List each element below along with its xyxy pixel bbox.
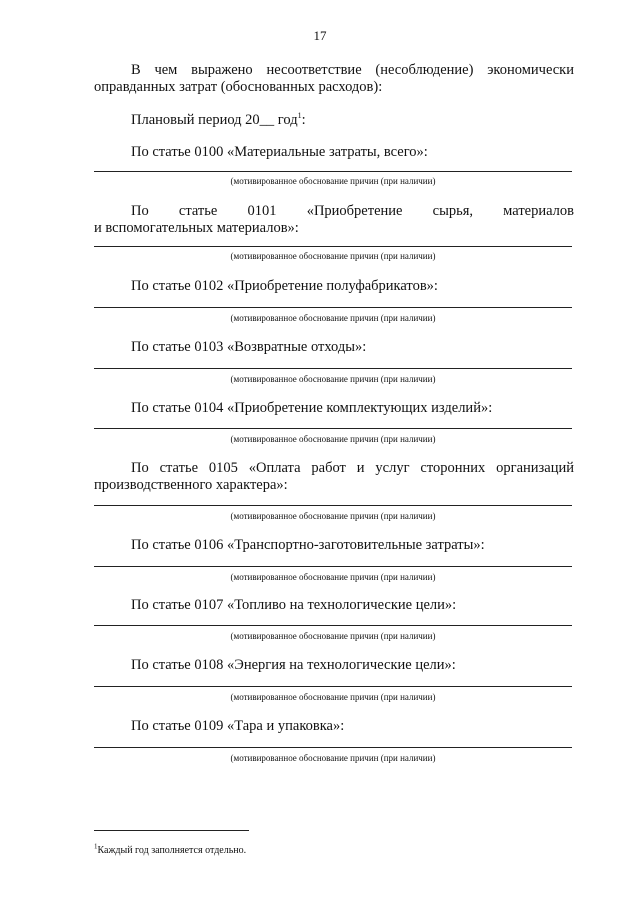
article-0105-heading-line-1: По статье 0105 «Оплата работ и услуг сторонних организаций xyxy=(131,460,574,476)
article-0107-blank-line xyxy=(94,625,572,626)
article-0109-blank-line xyxy=(94,747,572,748)
article-0106-blank-line xyxy=(94,566,572,567)
article-0108-heading: По статье 0108 «Энергия на технологические цели»: xyxy=(131,657,456,673)
article-0101-heading-line-2: и вспомогательных материалов»: xyxy=(94,220,299,236)
planned-period-text: Плановый период 20__ год xyxy=(131,112,298,128)
footnote xyxy=(94,842,247,856)
article-0100-blank-line xyxy=(94,171,572,172)
footnote-text: Каждый год заполняется отдельно. xyxy=(97,845,247,856)
article-0104-blank-line xyxy=(94,428,572,429)
article-0102-caption: (мотивированное обоснование причин (при наличии) xyxy=(230,313,436,323)
article-0101-caption: (мотивированное обоснование причин (при наличии) xyxy=(230,251,436,261)
article-0101-blank-line xyxy=(94,246,572,247)
article-0103-blank-line xyxy=(94,368,572,369)
article-0109-caption: (мотивированное обоснование причин (при наличии) xyxy=(230,753,436,763)
article-0108-caption: (мотивированное обоснование причин (при наличии) xyxy=(230,692,436,702)
article-0107-caption: (мотивированное обоснование причин (при наличии) xyxy=(230,631,436,641)
article-0108-blank-line xyxy=(94,686,572,687)
article-0102-heading: По статье 0102 «Приобретение полуфабрикатов»: xyxy=(131,278,438,294)
article-0106-caption: (мотивированное обоснование причин (при наличии) xyxy=(230,572,436,582)
intro-line-1: В чем выражено несоответствие (несоблюдение) экономически xyxy=(131,62,574,78)
page-number: 17 xyxy=(313,28,327,43)
article-0100-heading: По статье 0100 «Материальные затраты, всего»: xyxy=(131,144,428,160)
article-0109-heading: По статье 0109 «Тара и упаковка»: xyxy=(131,718,345,734)
article-0105-caption: (мотивированное обоснование причин (при наличии) xyxy=(230,511,436,521)
article-0103-heading: По статье 0103 «Возвратные отходы»: xyxy=(131,339,367,355)
article-0105-blank-line xyxy=(94,505,572,506)
planned-period-colon: : xyxy=(301,112,306,128)
footnote-number: 1 xyxy=(94,842,98,851)
article-0104-caption: (мотивированное обоснование причин (при наличии) xyxy=(230,434,436,444)
article-0106-heading: По статье 0106 «Транспортно-заготовительные затраты»: xyxy=(131,537,485,553)
article-0101-heading-line-1: По статье 0101 «Приобретение сырья, материалов xyxy=(131,203,574,219)
footnote-separator xyxy=(94,830,249,831)
article-0102-blank-line xyxy=(94,307,572,308)
article-0100-caption: (мотивированное обоснование причин (при наличии) xyxy=(230,176,436,186)
article-0107-heading: По статье 0107 «Топливо на технологические цели»: xyxy=(131,597,457,613)
intro-line-2: оправданных затрат (обоснованных расходов): xyxy=(94,79,383,95)
planned-period xyxy=(94,112,574,129)
article-0105-heading-line-2: производственного характера»: xyxy=(94,477,288,493)
footnote-mark: 1 xyxy=(297,111,302,121)
article-0103-caption: (мотивированное обоснование причин (при наличии) xyxy=(230,374,436,384)
article-0104-heading: По статье 0104 «Приобретение комплектующих изделий»: xyxy=(131,400,493,416)
